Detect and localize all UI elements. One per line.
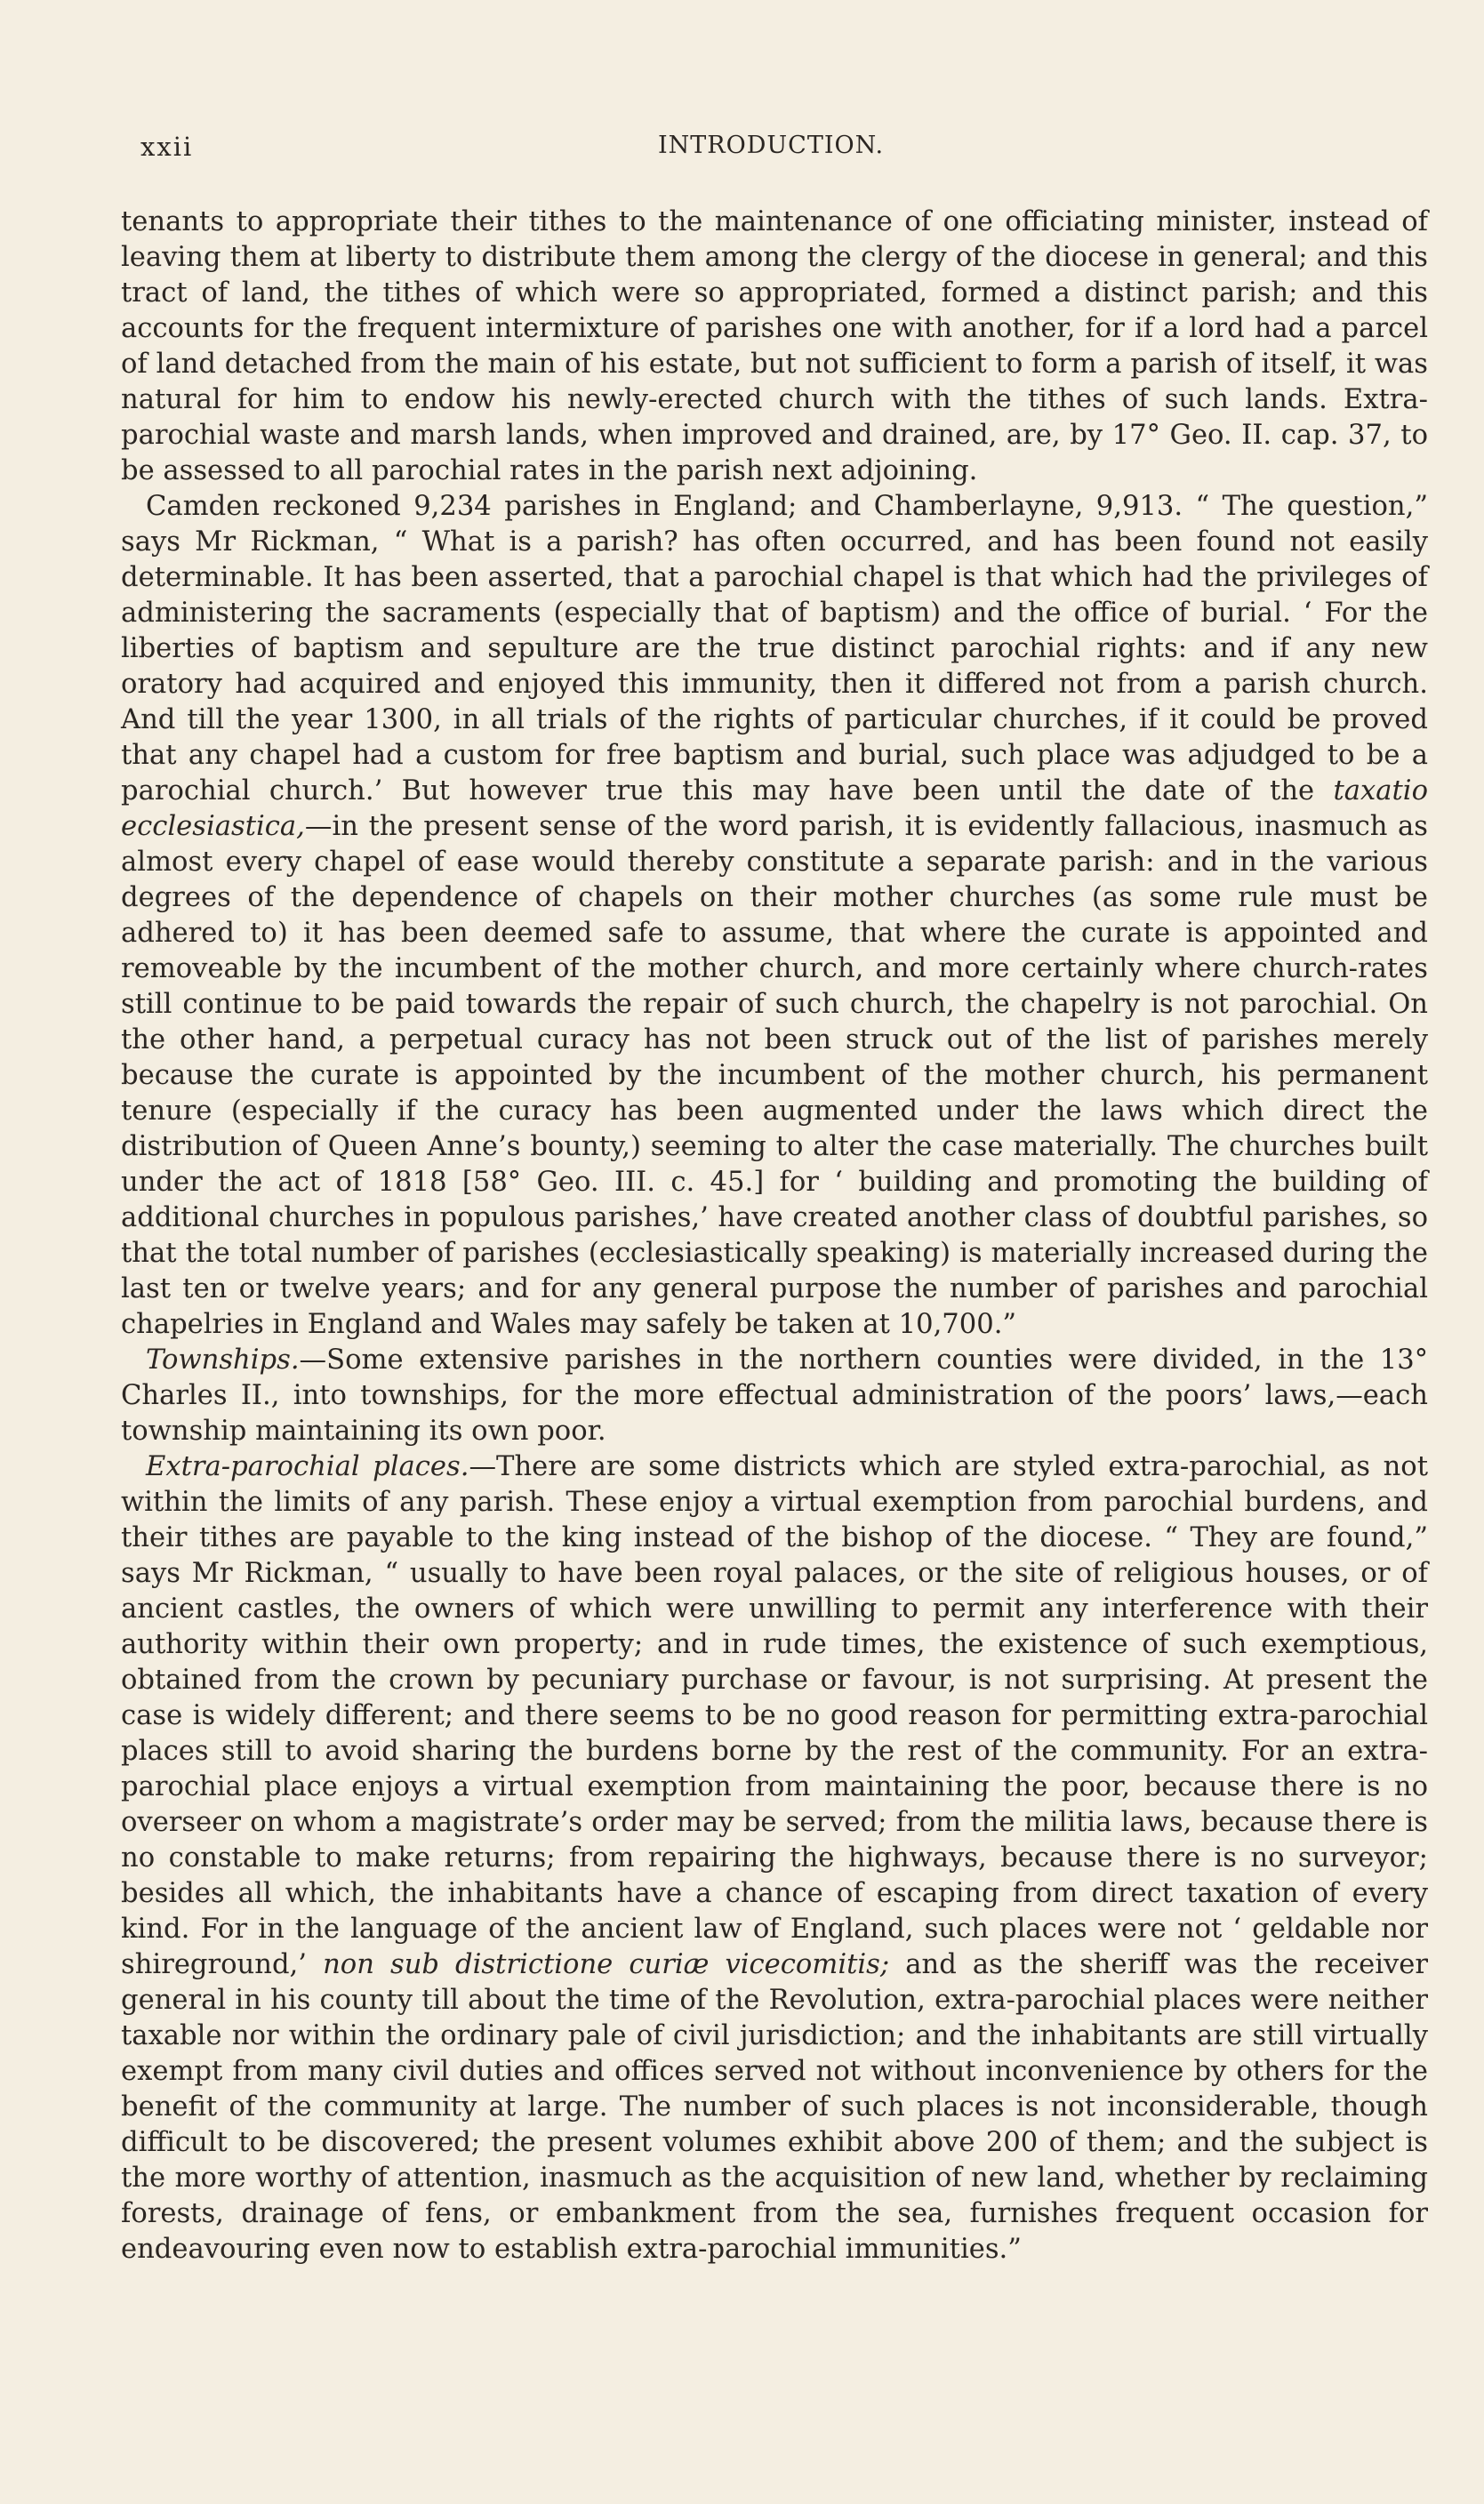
page-header — [140, 132, 1430, 167]
paragraph-townships — [121, 1343, 1428, 1449]
running-title: INTRODUCTION. — [658, 132, 885, 159]
body-text — [121, 205, 1428, 2267]
paragraph-text: —There are some districts which are styled extra-parochial, as not within the limits of any parish. These enjoy a virtual exemption from parochial burdens, and their tithes are payable to the king instead of the bishop of the diocese. “ They are found,” says Mr Rickman, “ usually to have been royal palaces, or the site of religious houses, or of ancient castles, the owners of which were unwilling to permit any interference with their authority within their own property; and in rude times, the existence of such exemptious, obtained from the crown by pecuniary purchase or favour, is not surprising. At present the case is widely different; and there seems to be no good reason for permitting extra-parochial places still to avoid sharing the burdens borne by the rest of the community. For an extra-parochial place enjoys a virtual exemption from maintaining the poor, because there is no overseer on whom a magistrate’s order may be served; from the militia laws, because there is no constable to make returns; from repairing the highways, because there is no surveyor; besides all which, the inhabitants have a chance of escaping from direct taxation of every kind. For in the language of the ancient law of England, such places were not ‘ geldable nor shireground,’ — [121, 1451, 1428, 1980]
paragraph-text: —in the present sense of the word parish, it is evidently fallacious, inasmuch as almost every chapel of ease would thereby constitute a separate parish: and in the various degrees of the dependence of chapels on their mother churches (as some rule must be adhered to) it has been deemed safe to assume, that where the curate is appointed and removeable by the incumbent of the mother church, and more certainly where church-rates still continue to be paid towards the repair of such church, the chapelry is not parochial. On the other hand, a perpetual curacy has not been struck out of the list of parishes merely because the curate is appointed by the incumbent of the mother church, his permanent tenure (especially if the curacy has been augmented under the laws which direct the distribution of Queen Anne’s bounty,) seeming to alter the case materially. The churches built under the act of 1818 [58° Geo. III. c. 45.] for ‘ building and promoting the building of additional churches in populous parishes,’ have created another class of doubtful parishes, so that the total number of parishes (ecclesiastically speaking) is materially increased during the last ten or twelve years; and for any general purpose the number of parishes and parochial chapelries in England and Wales may safely be taken at 10,700.” — [121, 811, 1428, 1340]
paragraph-text: —Some extensive parishes in the northern counties were divided, in the 13° Charles II., into townships, for the more effectual administration of the poors’ laws,—each township maintaining its own poor. — [121, 1344, 1428, 1447]
paragraph-text: Camden reckoned 9,234 parishes in England; and Chamberlayne, 9,913. “ The question,” says Mr Rickman, “ What is a parish? has often occurred, and has been found not easily determinable. It has been asserted, that a parochial chapel is that which had the privileges of administering the sacraments (especially that of baptism) and the office of burial. ‘ For the liberties of baptism and sepulture are the true distinct parochial rights: and if any new oratory had acquired and enjoyed this immunity, then it differed not from a parish church. And till the year 1300, in all trials of the rights of particular churches, if it could be proved that any chapel had a custom for free baptism and burial, such place was adjudged to be a parochial church.’ But however true this may have been until the date of the — [121, 491, 1428, 807]
paragraph-text: and as the sheriff was the receiver general in his county till about the time of the Revolution, extra-parochial places were neither taxable nor within the ordinary pale of civil jurisdiction; and the inhabitants are still virtually exempt from many civil duties and offices served not without inconvenience by others for the benefit of the community at large. The number of such places is not inconsiderable, though difficult to be discovered; the present volumes exhibit above 200 of them; and the subject is the more worthy of attention, inasmuch as the acquisition of new land, whether by reclaiming forests, drainage of fens, or embankment from the sea, furnishes frequent occasion for endeavouring even now to establish extra-parochial immunities.” — [121, 1949, 1428, 2265]
paragraph-parish-count — [121, 489, 1428, 1343]
paragraph-tithes — [121, 205, 1428, 489]
section-heading-townships: Townships. — [146, 1344, 300, 1376]
page-number: xxii — [140, 132, 194, 162]
italic-latin-phrase: non sub districtione curiæ vicecomitis; — [323, 1949, 890, 1980]
section-heading-extra-parochial: Extra-parochial places. — [146, 1451, 469, 1482]
italic-term: taxatio ecclesiastica, — [121, 775, 1428, 842]
paragraph-extra-parochial — [121, 1449, 1428, 2267]
paragraph-text: tenants to appropriate their tithes to the maintenance of one officiating minister, instead of leaving them at liberty to distribute them among the clergy of the diocese in general; and this tract of land, the tithes of which were so appropriated, formed a distinct parish; and this accounts for the frequent intermixture of parishes one with another, for if a lord had a parcel of land detached from the main of his estate, but not sufficient to form a parish of itself, it was natural for him to endow his newly-erected church with the tithes of such lands. Extra-parochial waste and marsh lands, when improved and drained, are, by 17° Geo. II. cap. 37, to be assessed to all parochial rates in the parish next adjoining. — [121, 206, 1428, 486]
